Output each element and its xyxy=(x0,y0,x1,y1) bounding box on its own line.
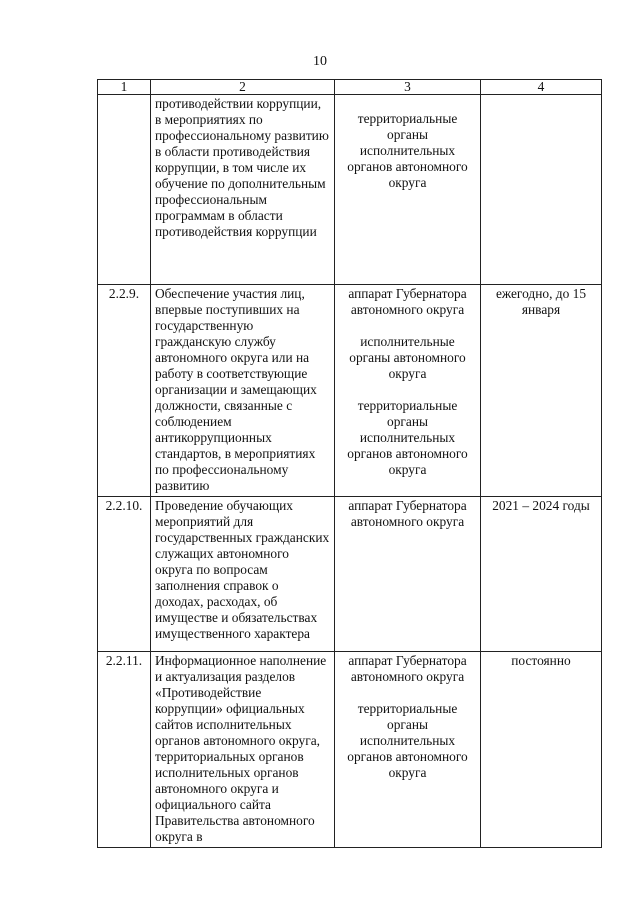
column-header: 1 xyxy=(98,80,151,95)
executors-cell xyxy=(335,652,481,848)
executor: аппарат Губернатора автономного округа xyxy=(348,498,467,529)
executors-cell xyxy=(335,285,481,497)
action-text: противодействии коррупции, в мероприятиях по профессиональному развитию в области противодействия коррупции, в том числе их обучение по дополнительным профессиональным программам в области противодействия коррупции xyxy=(151,95,335,285)
item-number: 2.2.11. xyxy=(98,652,151,848)
term-cell: ежегодно, до 15 января xyxy=(481,285,602,497)
column-header: 4 xyxy=(481,80,602,95)
executor: аппарат Губернатора автономного округа xyxy=(348,653,467,684)
action-text: Обеспечение участия лиц, впервые поступивших на государственную гражданскую службу автономного округа или на работу в соответствующие организации и замещающих должности, связанные с соблюдением антикоррупционных стандартов, в мероприятиях по профессиональному развитию xyxy=(151,285,335,497)
term-cell xyxy=(481,95,602,285)
executor: территориальные органы исполнительных органов автономного округа xyxy=(347,111,468,190)
table-row xyxy=(98,285,602,497)
table-header-row xyxy=(98,80,602,95)
executors-cell xyxy=(335,497,481,652)
executor: аппарат Губернатора автономного округа xyxy=(348,286,467,317)
term-cell: 2021 – 2024 годы xyxy=(481,497,602,652)
table-row xyxy=(98,652,602,848)
item-number: 2.2.9. xyxy=(98,285,151,497)
action-text: Информационное наполнение и актуализация разделов «Противодействие коррупции» официальных сайтов исполнительных органов автономного округа, территориальных органов исполнительных органов автономного округа и официального сайта Правительства автономного округа в xyxy=(151,652,335,848)
action-text: Проведение обучающих мероприятий для государственных гражданских служащих автономного округа по вопросам заполнения справок о доходах, расходах, об имуществе и обязательствах имущественного характера xyxy=(151,497,335,652)
executors-cell xyxy=(335,95,481,285)
item-number: 2.2.10. xyxy=(98,497,151,652)
table-row xyxy=(98,95,602,285)
table-row xyxy=(98,497,602,652)
executor: территориальные органы исполнительных органов автономного округа xyxy=(347,398,468,477)
column-header: 3 xyxy=(335,80,481,95)
plan-table xyxy=(97,79,602,848)
item-number xyxy=(98,95,151,285)
column-header: 2 xyxy=(151,80,335,95)
executor: исполнительные органы автономного округа xyxy=(349,334,466,381)
page-number: 10 xyxy=(313,54,327,69)
executor: территориальные органы исполнительных органов автономного округа xyxy=(347,701,468,780)
term-cell: постоянно xyxy=(481,652,602,848)
